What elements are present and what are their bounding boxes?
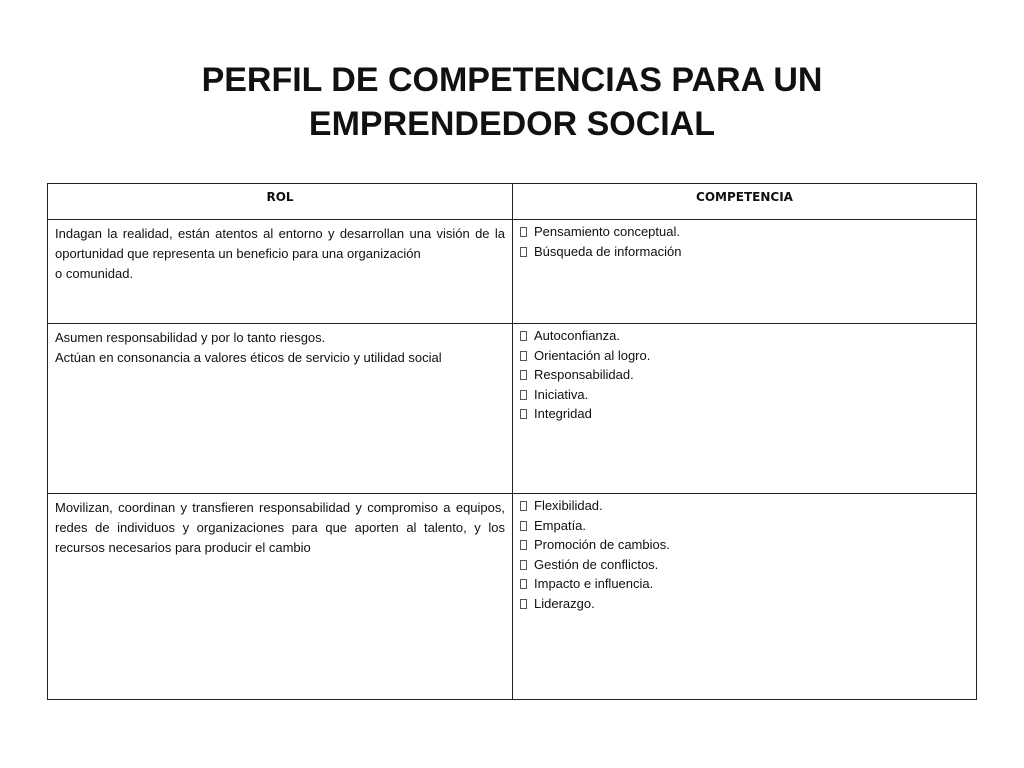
table-row [48, 324, 977, 494]
list-item [520, 242, 969, 262]
missing-glyph-bullet-icon [520, 390, 527, 400]
competencia-label: Iniciativa. [534, 386, 589, 402]
list-item [520, 496, 969, 516]
table-row [48, 220, 977, 324]
competencia-label: Empatía. [534, 517, 587, 533]
list-item [520, 516, 969, 536]
competencia-label: Responsabilidad. [534, 367, 634, 382]
competencia-list [520, 222, 969, 261]
competency-table [47, 183, 977, 700]
missing-glyph-bullet-icon [520, 409, 527, 419]
page-title-line-2: EMPRENDEDOR SOCIAL [308, 105, 716, 143]
header-rol: ROL [48, 184, 513, 220]
competencia-label: Autoconfianza. [534, 328, 621, 343]
competencia-list [520, 496, 969, 613]
list-item [520, 222, 969, 242]
competencia-label: Liderazgo. [534, 595, 595, 611]
competencia-label: Promoción de cambios. [534, 537, 670, 552]
missing-glyph-bullet-icon [520, 247, 527, 257]
header-competencia: COMPETENCIA [513, 184, 977, 220]
missing-glyph-bullet-icon [520, 501, 527, 511]
missing-glyph-bullet-icon [520, 331, 527, 341]
rol-cell [48, 220, 513, 324]
list-item [520, 574, 969, 594]
rol-text: o comunidad. [55, 266, 134, 281]
table-header-row [48, 184, 977, 220]
missing-glyph-bullet-icon [520, 599, 527, 609]
rol-text: Movilizan, coordinan y transfieren responsabilidad y compromiso a equipos, redes de individuos y organizaciones para que aporten al talento, y los recursos necesarios para producir el cambio [55, 500, 505, 555]
list-item [520, 365, 969, 385]
list-item [520, 385, 969, 405]
rol-cell [48, 494, 513, 700]
rol-text: Asumen responsabilidad y por lo tanto riesgos. [55, 330, 326, 345]
competencia-label: Integridad [534, 406, 592, 421]
missing-glyph-bullet-icon [520, 351, 527, 361]
competencia-label: Impacto e influencia. [534, 576, 654, 591]
rol-text: Actúan en consonancia a valores éticos de servicio y utilidad social [55, 350, 442, 365]
missing-glyph-bullet-icon [520, 579, 527, 589]
list-item [520, 346, 969, 366]
competencia-cell [513, 324, 977, 494]
page-title [0, 58, 1024, 146]
competencia-cell [513, 220, 977, 324]
list-item [520, 535, 969, 555]
missing-glyph-bullet-icon [520, 540, 527, 550]
table-row [48, 494, 977, 700]
list-item [520, 326, 969, 346]
missing-glyph-bullet-icon [520, 227, 527, 237]
competencia-label: Pensamiento conceptual. [534, 224, 680, 239]
missing-glyph-bullet-icon [520, 521, 527, 531]
list-item [520, 555, 969, 575]
list-item [520, 594, 969, 614]
page-title-line-1: PERFIL DE COMPETENCIAS PARA UN [201, 61, 823, 99]
competencia-label: Gestión de conflictos. [534, 556, 659, 572]
competencia-cell [513, 494, 977, 700]
competencia-label: Búsqueda de información [534, 243, 682, 259]
missing-glyph-bullet-icon [520, 560, 527, 570]
missing-glyph-bullet-icon [520, 370, 527, 380]
rol-text: Indagan la realidad, están atentos al entorno y desarrollan una visión de la oportunidad que representa un beneficio para una organización [55, 226, 505, 261]
competencia-label: Flexibilidad. [534, 498, 603, 513]
rol-cell [48, 324, 513, 494]
list-item [520, 404, 969, 424]
competencia-list [520, 326, 969, 424]
competencia-label: Orientación al logro. [534, 347, 651, 363]
